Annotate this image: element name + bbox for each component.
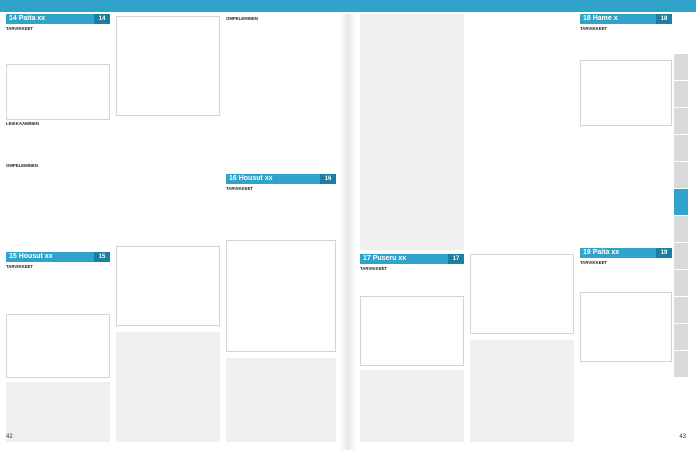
side-tab	[674, 351, 688, 377]
side-tab	[674, 216, 688, 242]
body-text	[580, 368, 672, 442]
article-title: 16 Housut xx	[229, 175, 273, 182]
body-text	[6, 271, 110, 311]
section-heading: TARVIKKEET	[226, 186, 254, 191]
layout-diagram	[580, 292, 672, 362]
article-header	[6, 252, 110, 262]
pattern-figure	[116, 246, 220, 326]
side-tabs	[674, 54, 688, 378]
article-number: 15	[94, 252, 110, 262]
body-text-block	[116, 332, 220, 442]
article-number: 17	[448, 254, 464, 264]
top-bar-left	[0, 0, 348, 12]
layout-diagram	[6, 64, 110, 120]
side-tab	[674, 162, 688, 188]
pattern-figure	[116, 16, 220, 116]
section-heading: TARVIKKEET	[6, 26, 34, 31]
body-text	[226, 23, 336, 173]
right-col-2	[470, 14, 574, 442]
article-title: 14 Paita xx	[9, 15, 46, 22]
left-col-3	[226, 14, 336, 442]
side-tab	[674, 135, 688, 161]
section-heading: TARVIKKEET	[580, 26, 608, 31]
article-number: 14	[94, 14, 110, 24]
article-title: 17 Puseru xx	[363, 255, 407, 262]
body-text	[360, 273, 464, 299]
page-number: 42	[6, 434, 13, 440]
body-text-block	[360, 14, 464, 250]
top-bar	[0, 0, 696, 12]
body-text	[470, 14, 574, 250]
section-heading: TARVIKKEET	[360, 266, 388, 271]
body-text	[580, 132, 672, 242]
top-bar-right	[348, 0, 696, 12]
section-heading: TARVIKKEET	[580, 260, 608, 265]
body-text-block	[226, 358, 336, 442]
page-number: 43	[679, 434, 686, 440]
layout-diagram	[226, 240, 336, 352]
section-heading: LEIKKAAMINEN	[6, 120, 39, 126]
body-text-block	[6, 382, 110, 442]
body-text	[226, 193, 336, 237]
side-tab	[674, 297, 688, 323]
layout-diagram	[580, 60, 672, 126]
page-gutter	[340, 14, 356, 450]
side-tab	[674, 324, 688, 350]
section-heading: OMPELEMINEN	[226, 16, 258, 21]
pattern-figure	[360, 296, 464, 366]
article-number: 16	[320, 174, 336, 184]
side-tab	[674, 270, 688, 296]
article-title: 15 Housut xx	[9, 253, 53, 260]
body-text-block	[470, 340, 574, 442]
right-col-1	[360, 14, 464, 442]
article-number: 19	[656, 248, 672, 258]
left-col-1	[6, 14, 110, 442]
body-text	[580, 267, 672, 291]
article-title: 19 Paita xx	[583, 249, 620, 256]
body-text-block	[360, 370, 464, 442]
body-text	[6, 127, 110, 161]
right-page	[360, 14, 686, 442]
article-header	[226, 174, 336, 184]
article-header	[6, 14, 110, 24]
article-number: 18	[656, 14, 672, 24]
left-col-2	[116, 14, 220, 442]
layout-diagram	[6, 314, 110, 378]
article-title: 18 Hame x	[583, 15, 618, 22]
body-text	[6, 170, 110, 260]
body-text	[116, 122, 220, 242]
article-header	[360, 254, 464, 264]
section-heading: OMPELEMINEN	[6, 163, 38, 168]
article-header	[580, 248, 672, 258]
side-tab	[674, 81, 688, 107]
article-header	[580, 14, 672, 24]
body-text	[580, 33, 672, 57]
right-col-3	[580, 14, 672, 442]
side-tab	[674, 108, 688, 134]
body-text	[6, 33, 110, 59]
side-tab-active	[674, 189, 688, 215]
side-tab	[674, 243, 688, 269]
left-page	[6, 14, 336, 442]
section-heading: TARVIKKEET	[6, 264, 34, 269]
side-tab	[674, 54, 688, 80]
layout-diagram	[470, 254, 574, 334]
